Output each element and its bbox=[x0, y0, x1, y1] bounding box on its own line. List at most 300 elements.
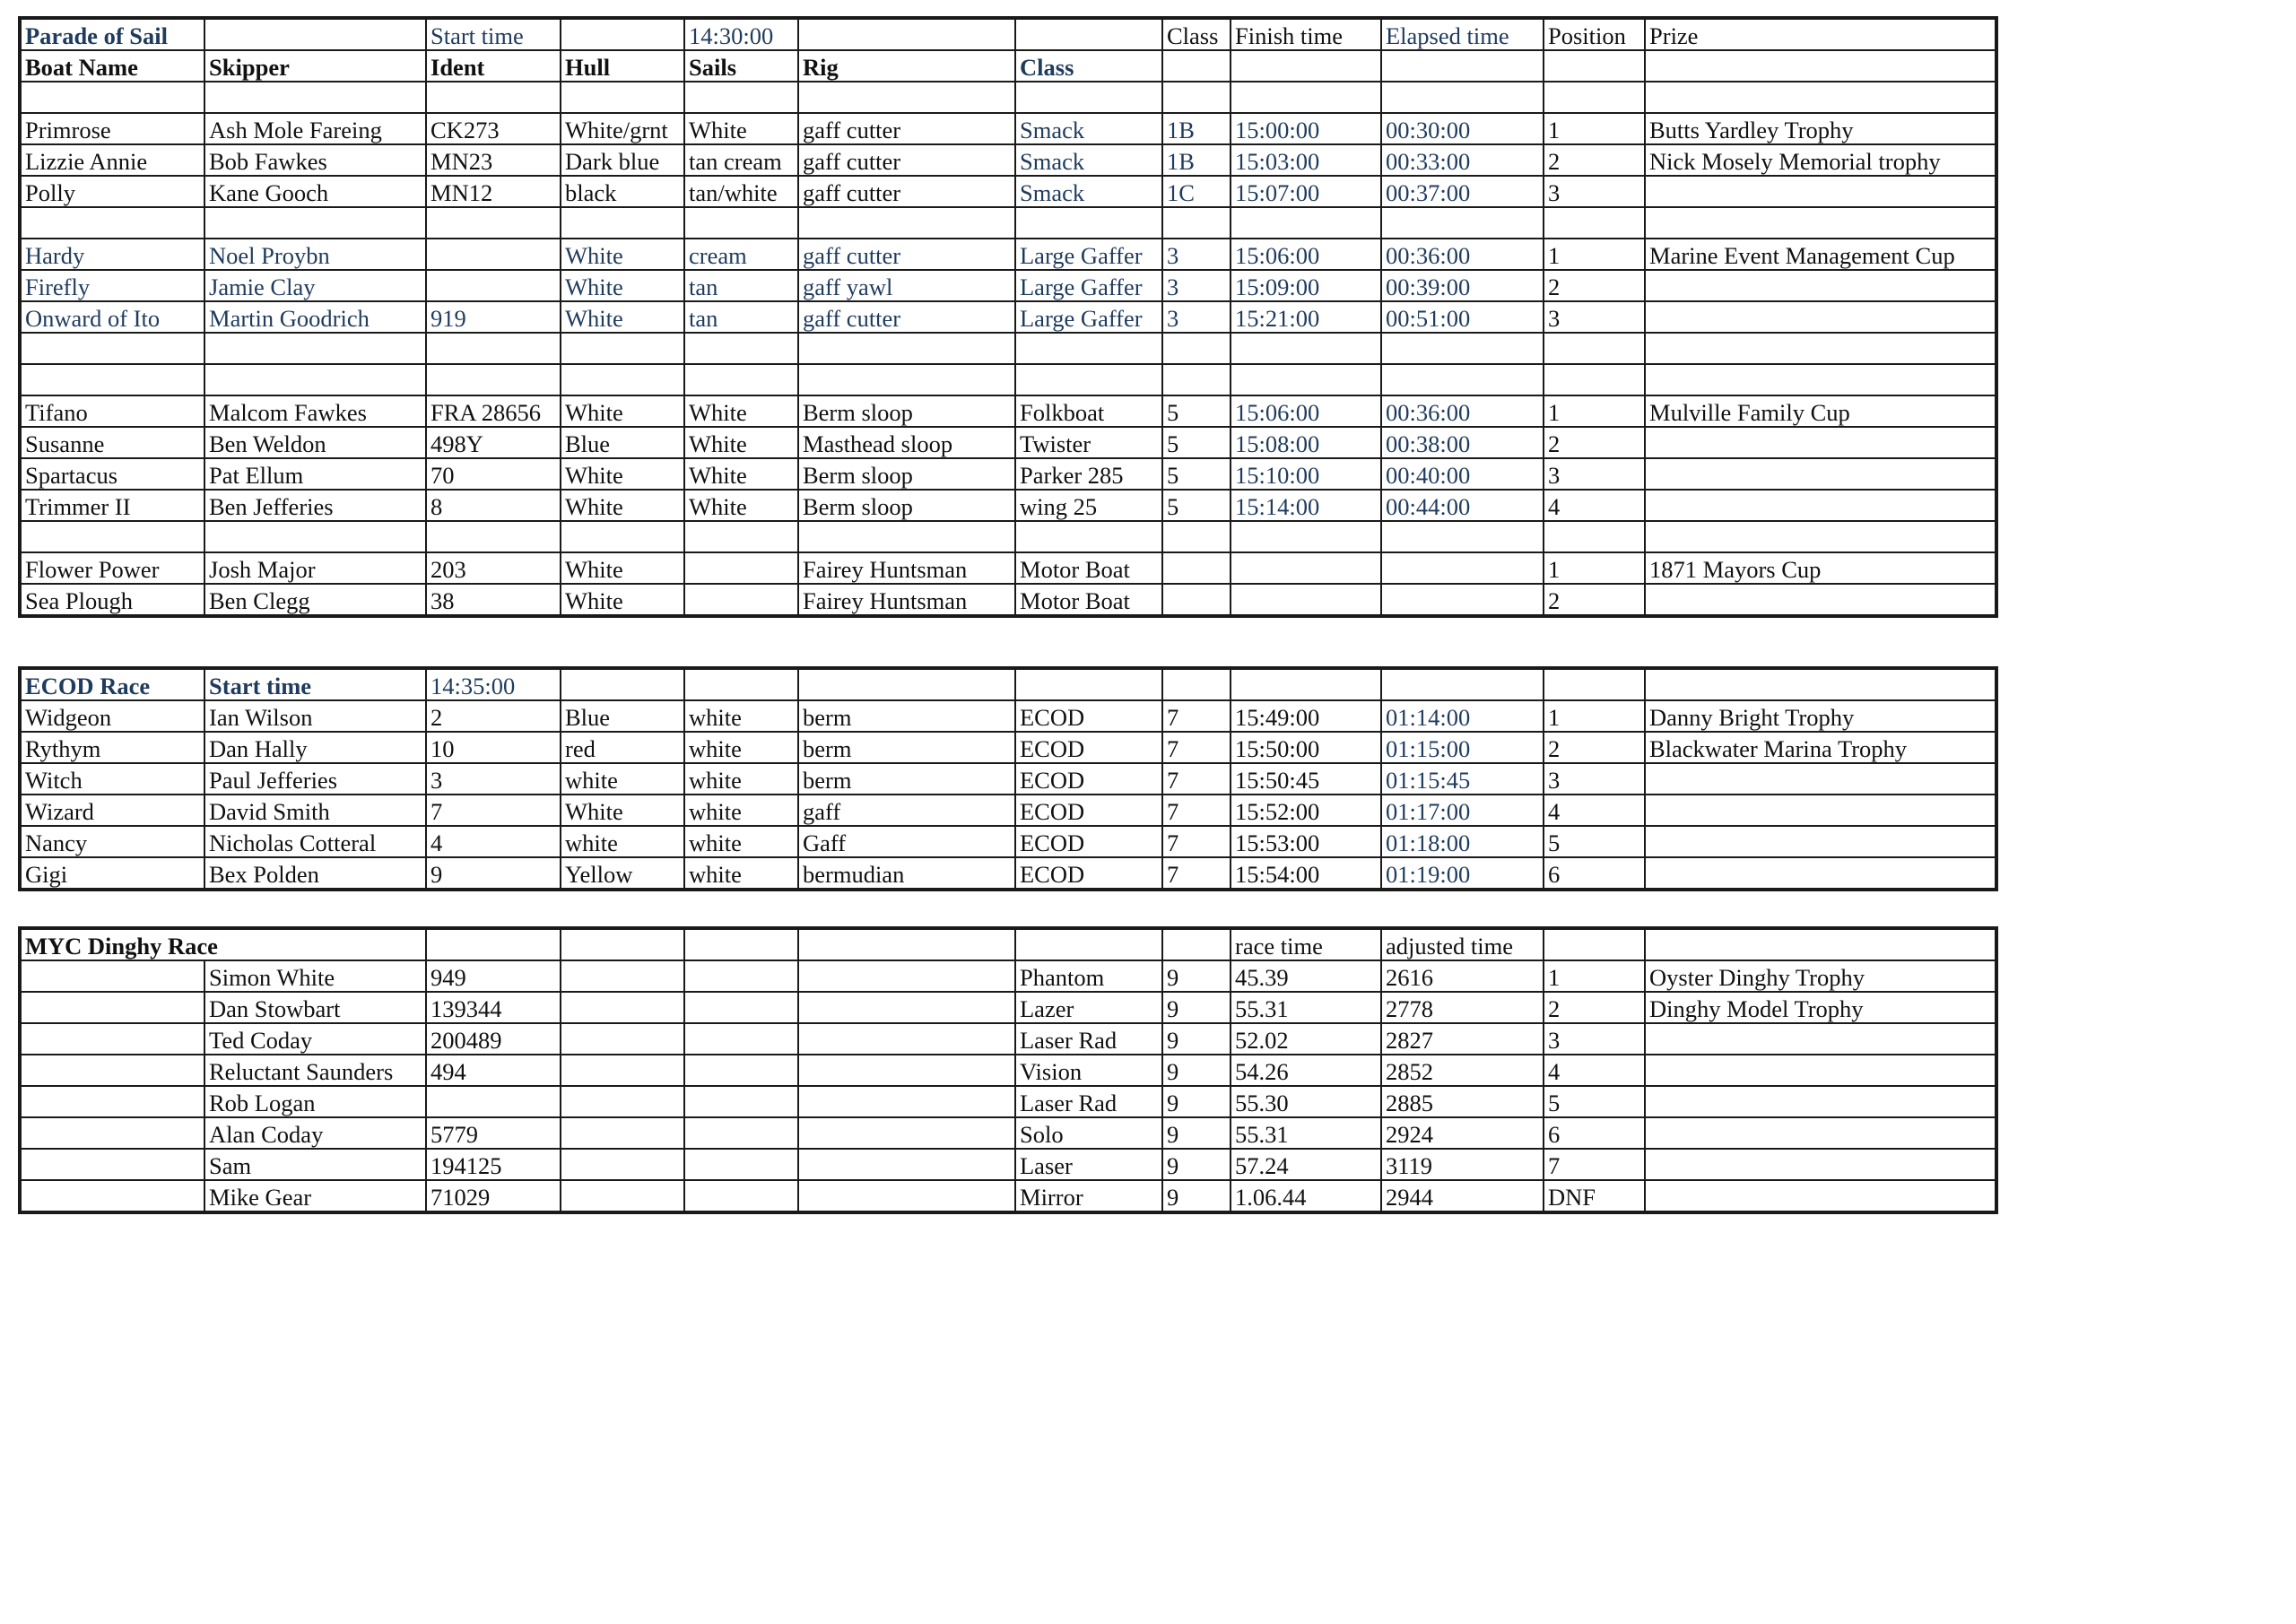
cell[interactable] bbox=[1544, 668, 1645, 700]
boat-name-cell[interactable]: Primrose bbox=[20, 113, 204, 144]
class-name-cell[interactable]: Large Gaffer bbox=[1015, 239, 1162, 270]
prize-cell[interactable] bbox=[1645, 1086, 1996, 1117]
rig-cell[interactable]: berm bbox=[798, 700, 1015, 732]
elapsed-time-cell[interactable]: 00:37:00 bbox=[1381, 176, 1544, 207]
start-time-value[interactable]: 14:35:00 bbox=[426, 668, 561, 700]
ident-cell[interactable] bbox=[426, 364, 561, 395]
hull-cell[interactable] bbox=[561, 82, 684, 113]
class-name-cell[interactable]: Folkboat bbox=[1015, 395, 1162, 427]
rig-cell[interactable] bbox=[798, 207, 1015, 239]
skipper-cell[interactable]: Sam bbox=[204, 1149, 426, 1180]
class-name-cell[interactable]: Laser Rad bbox=[1015, 1086, 1162, 1117]
sails-cell[interactable]: white bbox=[684, 732, 798, 763]
skipper-header[interactable]: Skipper bbox=[204, 50, 426, 82]
sails-cell[interactable]: White bbox=[684, 113, 798, 144]
rig-cell[interactable] bbox=[798, 960, 1015, 992]
class-cell[interactable] bbox=[1162, 207, 1231, 239]
prize-cell[interactable] bbox=[1645, 1023, 1996, 1055]
sails-cell[interactable]: tan bbox=[684, 301, 798, 333]
rig-header[interactable]: Rig bbox=[798, 50, 1015, 82]
finish-time-cell[interactable]: 15:09:00 bbox=[1231, 270, 1381, 301]
sails-cell[interactable] bbox=[684, 333, 798, 364]
class-name-cell[interactable]: Solo bbox=[1015, 1117, 1162, 1149]
cell[interactable] bbox=[561, 928, 684, 960]
prize-cell[interactable] bbox=[1645, 207, 1996, 239]
elapsed-time-cell[interactable] bbox=[1381, 333, 1544, 364]
class-cell[interactable]: 9 bbox=[1162, 1149, 1231, 1180]
skipper-cell[interactable]: Bob Fawkes bbox=[204, 144, 426, 176]
prize-cell[interactable] bbox=[1645, 795, 1996, 826]
prize-cell[interactable] bbox=[1645, 584, 1996, 616]
position-cell[interactable] bbox=[1544, 82, 1645, 113]
cell[interactable] bbox=[1381, 668, 1544, 700]
finish-time-cell[interactable]: 15:08:00 bbox=[1231, 427, 1381, 458]
class-cell[interactable]: 7 bbox=[1162, 763, 1231, 795]
hull-cell[interactable] bbox=[561, 521, 684, 552]
start-time-value[interactable]: 14:30:00 bbox=[684, 18, 798, 50]
prize-cell[interactable] bbox=[1645, 763, 1996, 795]
ident-cell[interactable]: 498Y bbox=[426, 427, 561, 458]
class-name-cell[interactable]: Large Gaffer bbox=[1015, 301, 1162, 333]
hull-cell[interactable] bbox=[561, 1086, 684, 1117]
skipper-cell[interactable] bbox=[204, 82, 426, 113]
hull-cell[interactable] bbox=[561, 333, 684, 364]
hull-cell[interactable] bbox=[561, 1117, 684, 1149]
adjusted-time-cell[interactable]: 2944 bbox=[1381, 1180, 1544, 1212]
sail-number-cell[interactable]: 949 bbox=[426, 960, 561, 992]
ident-cell[interactable] bbox=[426, 207, 561, 239]
boat-name-cell[interactable] bbox=[20, 1055, 204, 1086]
sail-number-cell[interactable]: 71029 bbox=[426, 1180, 561, 1212]
class-cell[interactable] bbox=[1162, 364, 1231, 395]
race-time-cell[interactable]: 55.31 bbox=[1231, 1117, 1381, 1149]
cell[interactable] bbox=[1645, 668, 1996, 700]
ident-cell[interactable]: 9 bbox=[426, 857, 561, 890]
ident-cell[interactable] bbox=[426, 270, 561, 301]
class-name-cell[interactable]: Motor Boat bbox=[1015, 552, 1162, 584]
sails-cell[interactable]: white bbox=[684, 826, 798, 857]
sails-cell[interactable] bbox=[684, 992, 798, 1023]
sails-cell[interactable]: cream bbox=[684, 239, 798, 270]
cell[interactable] bbox=[1162, 668, 1231, 700]
prize-cell[interactable] bbox=[1645, 826, 1996, 857]
finish-time-cell[interactable]: 15:50:45 bbox=[1231, 763, 1381, 795]
boat-name-cell[interactable] bbox=[20, 1023, 204, 1055]
boat-name-cell[interactable]: Nancy bbox=[20, 826, 204, 857]
elapsed-time-header[interactable]: Elapsed time bbox=[1381, 18, 1544, 50]
prize-cell[interactable]: Oyster Dinghy Trophy bbox=[1645, 960, 1996, 992]
hull-cell[interactable]: White/grnt bbox=[561, 113, 684, 144]
ident-cell[interactable]: 10 bbox=[426, 732, 561, 763]
boat-name-cell[interactable]: Polly bbox=[20, 176, 204, 207]
class-cell[interactable]: 1B bbox=[1162, 113, 1231, 144]
sails-cell[interactable]: tan cream bbox=[684, 144, 798, 176]
prize-cell[interactable]: Dinghy Model Trophy bbox=[1645, 992, 1996, 1023]
rig-cell[interactable]: Berm sloop bbox=[798, 490, 1015, 521]
class-name-cell[interactable]: Large Gaffer bbox=[1015, 270, 1162, 301]
prize-cell[interactable] bbox=[1645, 301, 1996, 333]
sails-cell[interactable] bbox=[684, 82, 798, 113]
position-cell[interactable]: 1 bbox=[1544, 552, 1645, 584]
prize-cell[interactable] bbox=[1645, 1117, 1996, 1149]
finish-time-cell[interactable]: 15:52:00 bbox=[1231, 795, 1381, 826]
sails-cell[interactable]: tan bbox=[684, 270, 798, 301]
rig-cell[interactable]: Masthead sloop bbox=[798, 427, 1015, 458]
cell[interactable] bbox=[684, 928, 798, 960]
ident-cell[interactable]: 8 bbox=[426, 490, 561, 521]
class-name-cell[interactable]: Motor Boat bbox=[1015, 584, 1162, 616]
finish-time-cell[interactable] bbox=[1231, 521, 1381, 552]
class-name-cell[interactable]: Vision bbox=[1015, 1055, 1162, 1086]
elapsed-time-cell[interactable]: 00:40:00 bbox=[1381, 458, 1544, 490]
hull-cell[interactable]: White bbox=[561, 458, 684, 490]
class-name-cell[interactable]: Phantom bbox=[1015, 960, 1162, 992]
sails-cell[interactable]: white bbox=[684, 763, 798, 795]
hull-cell[interactable] bbox=[561, 1180, 684, 1212]
prize-cell[interactable] bbox=[1645, 490, 1996, 521]
boat-name-cell[interactable]: Wizard bbox=[20, 795, 204, 826]
class-name-cell[interactable] bbox=[1015, 364, 1162, 395]
class-cell[interactable]: 9 bbox=[1162, 992, 1231, 1023]
class-cell[interactable]: 3 bbox=[1162, 239, 1231, 270]
class-name-cell[interactable]: Smack bbox=[1015, 144, 1162, 176]
ident-cell[interactable]: 2 bbox=[426, 700, 561, 732]
hull-cell[interactable] bbox=[561, 960, 684, 992]
class-name-cell[interactable] bbox=[1015, 207, 1162, 239]
hull-cell[interactable] bbox=[561, 1023, 684, 1055]
sails-cell[interactable] bbox=[684, 1117, 798, 1149]
cell[interactable] bbox=[1015, 928, 1162, 960]
ident-cell[interactable] bbox=[426, 82, 561, 113]
finish-time-cell[interactable]: 15:14:00 bbox=[1231, 490, 1381, 521]
cell[interactable] bbox=[1645, 928, 1996, 960]
race-time-cell[interactable]: 54.26 bbox=[1231, 1055, 1381, 1086]
skipper-cell[interactable]: Rob Logan bbox=[204, 1086, 426, 1117]
cell[interactable] bbox=[684, 668, 798, 700]
rig-cell[interactable]: gaff bbox=[798, 795, 1015, 826]
skipper-cell[interactable]: Paul Jefferies bbox=[204, 763, 426, 795]
prize-cell[interactable] bbox=[1645, 1055, 1996, 1086]
elapsed-time-cell[interactable]: 00:33:00 bbox=[1381, 144, 1544, 176]
class-cell[interactable]: 3 bbox=[1162, 270, 1231, 301]
class-name-header[interactable]: Class bbox=[1015, 50, 1162, 82]
race-time-cell[interactable]: 55.31 bbox=[1231, 992, 1381, 1023]
rig-cell[interactable]: Fairey Huntsman bbox=[798, 584, 1015, 616]
prize-cell[interactable] bbox=[1645, 1180, 1996, 1212]
elapsed-time-cell[interactable]: 01:15:00 bbox=[1381, 732, 1544, 763]
sails-cell[interactable] bbox=[684, 521, 798, 552]
rig-cell[interactable] bbox=[798, 1023, 1015, 1055]
boat-name-cell[interactable]: Lizzie Annie bbox=[20, 144, 204, 176]
position-cell[interactable]: 6 bbox=[1544, 857, 1645, 890]
finish-time-cell[interactable]: 15:49:00 bbox=[1231, 700, 1381, 732]
boat-name-cell[interactable]: Hardy bbox=[20, 239, 204, 270]
skipper-cell[interactable]: Nicholas Cotteral bbox=[204, 826, 426, 857]
prize-cell[interactable] bbox=[1645, 427, 1996, 458]
class-cell[interactable] bbox=[1162, 333, 1231, 364]
elapsed-time-cell[interactable] bbox=[1381, 207, 1544, 239]
sail-number-cell[interactable]: 494 bbox=[426, 1055, 561, 1086]
cell[interactable] bbox=[1381, 50, 1544, 82]
cell[interactable] bbox=[798, 18, 1015, 50]
rig-cell[interactable] bbox=[798, 1086, 1015, 1117]
prize-cell[interactable]: Blackwater Marina Trophy bbox=[1645, 732, 1996, 763]
prize-cell[interactable] bbox=[1645, 333, 1996, 364]
adjusted-time-cell[interactable]: 2885 bbox=[1381, 1086, 1544, 1117]
ident-cell[interactable]: 919 bbox=[426, 301, 561, 333]
class-cell[interactable]: 9 bbox=[1162, 960, 1231, 992]
hull-header[interactable]: Hull bbox=[561, 50, 684, 82]
skipper-cell[interactable] bbox=[204, 364, 426, 395]
position-cell[interactable]: DNF bbox=[1544, 1180, 1645, 1212]
cell[interactable] bbox=[798, 928, 1015, 960]
prize-cell[interactable] bbox=[1645, 521, 1996, 552]
class-cell[interactable]: 9 bbox=[1162, 1023, 1231, 1055]
skipper-cell[interactable]: Reluctant Saunders bbox=[204, 1055, 426, 1086]
finish-time-cell[interactable] bbox=[1231, 82, 1381, 113]
boat-name-cell[interactable] bbox=[20, 364, 204, 395]
hull-cell[interactable]: White bbox=[561, 795, 684, 826]
elapsed-time-cell[interactable]: 00:39:00 bbox=[1381, 270, 1544, 301]
ident-cell[interactable]: 3 bbox=[426, 763, 561, 795]
skipper-cell[interactable]: Malcom Fawkes bbox=[204, 395, 426, 427]
elapsed-time-cell[interactable] bbox=[1381, 521, 1544, 552]
hull-cell[interactable]: black bbox=[561, 176, 684, 207]
hull-cell[interactable] bbox=[561, 992, 684, 1023]
cell[interactable] bbox=[1544, 928, 1645, 960]
class-cell[interactable]: 9 bbox=[1162, 1180, 1231, 1212]
section-title[interactable]: MYC Dinghy Race bbox=[20, 928, 426, 960]
sails-cell[interactable] bbox=[684, 1086, 798, 1117]
rig-cell[interactable]: Berm sloop bbox=[798, 458, 1015, 490]
skipper-cell[interactable]: Bex Polden bbox=[204, 857, 426, 890]
sail-number-cell[interactable] bbox=[426, 1086, 561, 1117]
hull-cell[interactable]: Yellow bbox=[561, 857, 684, 890]
adjusted-time-cell[interactable]: 2616 bbox=[1381, 960, 1544, 992]
race-time-cell[interactable]: 1.06.44 bbox=[1231, 1180, 1381, 1212]
hull-cell[interactable]: Blue bbox=[561, 427, 684, 458]
skipper-cell[interactable]: Dan Hally bbox=[204, 732, 426, 763]
position-cell[interactable]: 2 bbox=[1544, 270, 1645, 301]
sails-cell[interactable] bbox=[684, 552, 798, 584]
prize-cell[interactable] bbox=[1645, 82, 1996, 113]
class-cell[interactable] bbox=[1162, 82, 1231, 113]
class-name-cell[interactable]: ECOD bbox=[1015, 857, 1162, 890]
ident-cell[interactable]: FRA 28656 bbox=[426, 395, 561, 427]
ident-cell[interactable]: 203 bbox=[426, 552, 561, 584]
class-cell[interactable] bbox=[1162, 552, 1231, 584]
rig-cell[interactable]: gaff cutter bbox=[798, 113, 1015, 144]
class-name-cell[interactable]: Smack bbox=[1015, 176, 1162, 207]
class-cell[interactable]: 7 bbox=[1162, 857, 1231, 890]
class-cell[interactable]: 9 bbox=[1162, 1117, 1231, 1149]
finish-time-cell[interactable]: 15:54:00 bbox=[1231, 857, 1381, 890]
class-cell[interactable]: 7 bbox=[1162, 826, 1231, 857]
prize-cell[interactable] bbox=[1645, 1149, 1996, 1180]
ident-cell[interactable]: MN23 bbox=[426, 144, 561, 176]
adjusted-time-cell[interactable]: 2778 bbox=[1381, 992, 1544, 1023]
position-cell[interactable] bbox=[1544, 207, 1645, 239]
race-time-header[interactable]: race time bbox=[1231, 928, 1381, 960]
class-name-cell[interactable]: ECOD bbox=[1015, 826, 1162, 857]
boat-name-cell[interactable]: Rythym bbox=[20, 732, 204, 763]
class-name-cell[interactable] bbox=[1015, 82, 1162, 113]
position-cell[interactable]: 5 bbox=[1544, 826, 1645, 857]
sail-number-cell[interactable]: 200489 bbox=[426, 1023, 561, 1055]
rig-cell[interactable]: gaff cutter bbox=[798, 239, 1015, 270]
hull-cell[interactable]: Dark blue bbox=[561, 144, 684, 176]
cell[interactable] bbox=[1544, 50, 1645, 82]
sail-number-cell[interactable]: 5779 bbox=[426, 1117, 561, 1149]
hull-cell[interactable] bbox=[561, 364, 684, 395]
class-name-cell[interactable]: wing 25 bbox=[1015, 490, 1162, 521]
rig-cell[interactable]: berm bbox=[798, 732, 1015, 763]
rig-cell[interactable] bbox=[798, 82, 1015, 113]
cell[interactable] bbox=[1162, 50, 1231, 82]
start-time-label[interactable]: Start time bbox=[426, 18, 561, 50]
position-cell[interactable]: 3 bbox=[1544, 176, 1645, 207]
sails-cell[interactable] bbox=[684, 1180, 798, 1212]
rig-cell[interactable]: gaff cutter bbox=[798, 176, 1015, 207]
elapsed-time-cell[interactable] bbox=[1381, 364, 1544, 395]
prize-cell[interactable]: Butts Yardley Trophy bbox=[1645, 113, 1996, 144]
finish-time-cell[interactable]: 15:06:00 bbox=[1231, 239, 1381, 270]
elapsed-time-cell[interactable]: 01:14:00 bbox=[1381, 700, 1544, 732]
skipper-cell[interactable]: Dan Stowbart bbox=[204, 992, 426, 1023]
class-name-cell[interactable] bbox=[1015, 333, 1162, 364]
sails-header[interactable]: Sails bbox=[684, 50, 798, 82]
finish-time-cell[interactable] bbox=[1231, 552, 1381, 584]
class-cell[interactable]: 1C bbox=[1162, 176, 1231, 207]
finish-time-cell[interactable]: 15:10:00 bbox=[1231, 458, 1381, 490]
sails-cell[interactable] bbox=[684, 1023, 798, 1055]
position-cell[interactable]: 1 bbox=[1544, 113, 1645, 144]
ident-cell[interactable]: CK273 bbox=[426, 113, 561, 144]
sails-cell[interactable]: White bbox=[684, 395, 798, 427]
skipper-cell[interactable] bbox=[204, 333, 426, 364]
finish-time-header[interactable]: Finish time bbox=[1231, 18, 1381, 50]
rig-cell[interactable]: Fairey Huntsman bbox=[798, 552, 1015, 584]
position-cell[interactable]: 1 bbox=[1544, 960, 1645, 992]
elapsed-time-cell[interactable]: 00:38:00 bbox=[1381, 427, 1544, 458]
rig-cell[interactable] bbox=[798, 1055, 1015, 1086]
position-cell[interactable]: 4 bbox=[1544, 795, 1645, 826]
rig-cell[interactable]: Gaff bbox=[798, 826, 1015, 857]
rig-cell[interactable]: gaff cutter bbox=[798, 301, 1015, 333]
class-cell[interactable]: 5 bbox=[1162, 490, 1231, 521]
cell[interactable] bbox=[1645, 50, 1996, 82]
boat-name-cell[interactable]: Trimmer II bbox=[20, 490, 204, 521]
sails-cell[interactable] bbox=[684, 364, 798, 395]
finish-time-cell[interactable]: 15:07:00 bbox=[1231, 176, 1381, 207]
start-time-label[interactable]: Start time bbox=[204, 668, 426, 700]
hull-cell[interactable]: White bbox=[561, 239, 684, 270]
cell[interactable] bbox=[204, 18, 426, 50]
boat-name-cell[interactable]: Widgeon bbox=[20, 700, 204, 732]
hull-cell[interactable]: White bbox=[561, 552, 684, 584]
rig-cell[interactable] bbox=[798, 333, 1015, 364]
boat-name-cell[interactable]: Firefly bbox=[20, 270, 204, 301]
ident-header[interactable]: Ident bbox=[426, 50, 561, 82]
cell[interactable] bbox=[561, 18, 684, 50]
race-time-cell[interactable]: 55.30 bbox=[1231, 1086, 1381, 1117]
skipper-cell[interactable]: Mike Gear bbox=[204, 1180, 426, 1212]
hull-cell[interactable]: White bbox=[561, 395, 684, 427]
race-time-cell[interactable]: 45.39 bbox=[1231, 960, 1381, 992]
rig-cell[interactable]: berm bbox=[798, 763, 1015, 795]
boat-name-cell[interactable]: Onward of Ito bbox=[20, 301, 204, 333]
ident-cell[interactable]: 7 bbox=[426, 795, 561, 826]
class-cell[interactable]: 7 bbox=[1162, 700, 1231, 732]
rig-cell[interactable]: gaff cutter bbox=[798, 144, 1015, 176]
elapsed-time-cell[interactable]: 01:17:00 bbox=[1381, 795, 1544, 826]
hull-cell[interactable]: White bbox=[561, 584, 684, 616]
rig-cell[interactable] bbox=[798, 521, 1015, 552]
cell[interactable] bbox=[561, 668, 684, 700]
sails-cell[interactable] bbox=[684, 207, 798, 239]
boat-name-cell[interactable] bbox=[20, 1180, 204, 1212]
rig-cell[interactable] bbox=[798, 1149, 1015, 1180]
elapsed-time-cell[interactable]: 00:51:00 bbox=[1381, 301, 1544, 333]
hull-cell[interactable] bbox=[561, 207, 684, 239]
skipper-cell[interactable]: Pat Ellum bbox=[204, 458, 426, 490]
elapsed-time-cell[interactable]: 01:15:45 bbox=[1381, 763, 1544, 795]
finish-time-cell[interactable]: 15:21:00 bbox=[1231, 301, 1381, 333]
boat-name-header[interactable]: Boat Name bbox=[20, 50, 204, 82]
ident-cell[interactable]: 38 bbox=[426, 584, 561, 616]
ident-cell[interactable]: MN12 bbox=[426, 176, 561, 207]
boat-name-cell[interactable] bbox=[20, 1086, 204, 1117]
boat-name-cell[interactable] bbox=[20, 333, 204, 364]
class-name-cell[interactable]: Laser Rad bbox=[1015, 1023, 1162, 1055]
class-cell[interactable]: 7 bbox=[1162, 732, 1231, 763]
position-cell[interactable]: 2 bbox=[1544, 992, 1645, 1023]
adjusted-time-cell[interactable]: 2827 bbox=[1381, 1023, 1544, 1055]
rig-cell[interactable]: gaff yawl bbox=[798, 270, 1015, 301]
boat-name-cell[interactable]: Sea Plough bbox=[20, 584, 204, 616]
prize-cell[interactable] bbox=[1645, 857, 1996, 890]
class-name-cell[interactable]: Parker 285 bbox=[1015, 458, 1162, 490]
skipper-cell[interactable] bbox=[204, 207, 426, 239]
position-cell[interactable]: 2 bbox=[1544, 144, 1645, 176]
boat-name-cell[interactable] bbox=[20, 521, 204, 552]
class-cell[interactable]: 9 bbox=[1162, 1086, 1231, 1117]
skipper-cell[interactable]: Jamie Clay bbox=[204, 270, 426, 301]
boat-name-cell[interactable]: Flower Power bbox=[20, 552, 204, 584]
sails-cell[interactable]: White bbox=[684, 458, 798, 490]
position-cell[interactable]: 3 bbox=[1544, 458, 1645, 490]
hull-cell[interactable]: white bbox=[561, 826, 684, 857]
class-name-cell[interactable]: Laser bbox=[1015, 1149, 1162, 1180]
elapsed-time-cell[interactable] bbox=[1381, 82, 1544, 113]
sails-cell[interactable]: white bbox=[684, 795, 798, 826]
sail-number-cell[interactable]: 139344 bbox=[426, 992, 561, 1023]
position-cell[interactable]: 4 bbox=[1544, 490, 1645, 521]
elapsed-time-cell[interactable] bbox=[1381, 552, 1544, 584]
boat-name-cell[interactable] bbox=[20, 1149, 204, 1180]
rig-cell[interactable] bbox=[798, 1117, 1015, 1149]
skipper-cell[interactable]: Martin Goodrich bbox=[204, 301, 426, 333]
skipper-cell[interactable]: Alan Coday bbox=[204, 1117, 426, 1149]
elapsed-time-cell[interactable] bbox=[1381, 584, 1544, 616]
sails-cell[interactable]: white bbox=[684, 700, 798, 732]
sails-cell[interactable]: White bbox=[684, 427, 798, 458]
boat-name-cell[interactable] bbox=[20, 992, 204, 1023]
section-title[interactable]: Parade of Sail bbox=[20, 18, 204, 50]
skipper-cell[interactable] bbox=[204, 521, 426, 552]
position-cell[interactable]: 2 bbox=[1544, 584, 1645, 616]
sails-cell[interactable]: tan/white bbox=[684, 176, 798, 207]
